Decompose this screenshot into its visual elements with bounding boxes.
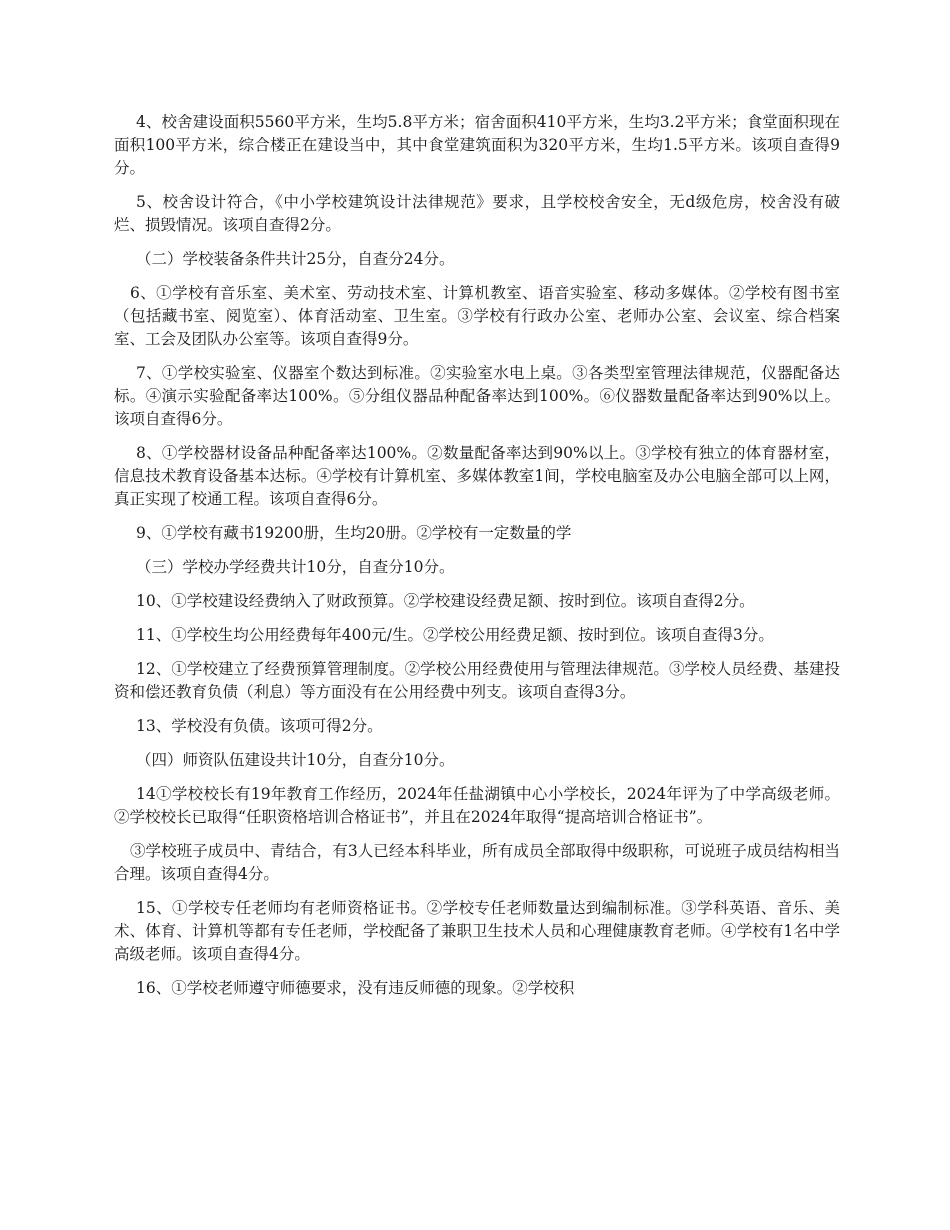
section-heading-funding: （三）学校办学经费共计10分，自查分10分。	[136, 558, 455, 576]
paragraph-item-9: 9、①学校有藏书19200册，生均20册。②学校有一定数量的学	[136, 524, 572, 542]
paragraph-item-14-cont: ③学校班子成员中、青结合，有3人已经本科毕业，所有成员全部取得中级职称，可说班子成员结构相当合理。该项自查得4分。	[114, 842, 840, 883]
paragraph-item-11: 11、①学校生均公用经费每年400元/生。②学校公用经费足额、按时到位。该项自查得3分。	[136, 626, 774, 644]
paragraph-item-12: 12、①学校建立了经费预算管理制度。②学校公用经费使用与管理法律规范。③学校人员经费、基建投资和偿还教育负债（利息）等方面没有在公用经费中列支。该项自查得3分。	[114, 660, 840, 701]
paragraph-item-10: 10、①学校建设经费纳入了财政预算。②学校建设经费足额、按时到位。该项自查得2分。	[136, 592, 755, 610]
paragraph-item-6: 6、①学校有音乐室、美术室、劳动技术室、计算机教室、语音实验室、移动多媒体。②学校有图书室（包括藏书室、阅览室）、体育活动室、卫生室。③学校有行政办公室、老师办公室、会议室、综合档案室、工会及团队办公室等。该项自查得9分。	[114, 284, 840, 348]
paragraph-item-16: 16、①学校老师遵守师德要求，没有违反师德的现象。②学校积	[136, 979, 575, 997]
paragraph-item-8: 8、①学校器材设备品种配备率达100%。②数量配备率达到90%以上。③学校有独立的体育器材室，信息技术教育设备基本达标。④学校有计算机室、多媒体教室1间，学校电脑室及办公电脑全部可以上网，真正实现了校通工程。该项自查得6分。	[114, 444, 840, 508]
paragraph-item-7: 7、①学校实验室、仪器室个数达到标准。②实验室水电上桌。③各类型室管理法律规范，仪器配备达标。④演示实验配备率达100%。⑤分组仪器品种配备率达到100%。⑥仪器数量配备率达到90%以上。该项自查得6分。	[114, 364, 840, 428]
paragraph-item-13: 13、学校没有负债。该项可得2分。	[136, 717, 383, 735]
document-page	[114, 111, 840, 1011]
paragraph-item-4: 4、校舍建设面积5560平方米，生均5.8平方米；宿舍面积410平方米，生均3.2平方米；食堂面积现在面积100平方米，综合楼正在建设当中，其中食堂建筑面积为320平方米，生均1.5平方米。该项自查得9分。	[114, 113, 840, 177]
section-heading-equipment: （二）学校装备条件共计25分，自查分24分。	[136, 250, 455, 268]
section-heading-teachers: （四）师资队伍建设共计10分，自查分10分。	[136, 751, 455, 769]
paragraph-item-5: 5、校舍设计符合，《中小学校建筑设计法律规范》要求，且学校校舍安全，无d级危房，校舍没有破烂、损毁情况。该项自查得2分。	[114, 193, 840, 234]
paragraph-item-15: 15、①学校专任老师均有老师资格证书。②学校专任老师数量达到编制标准。③学科英语、音乐、美术、体育、计算机等都有专任老师，学校配备了兼职卫生技术人员和心理健康教育老师。④学校有1名中学高级老师。该项自查得4分。	[114, 899, 840, 963]
paragraph-item-14: 14①学校校长有19年教育工作经历，2024年任盐湖镇中心小学校长，2024年评为了中学高级老师。②学校校长已取得“任职资格培训合格证书”，并且在2024年取得“提高培训合格证书”。	[114, 785, 840, 826]
